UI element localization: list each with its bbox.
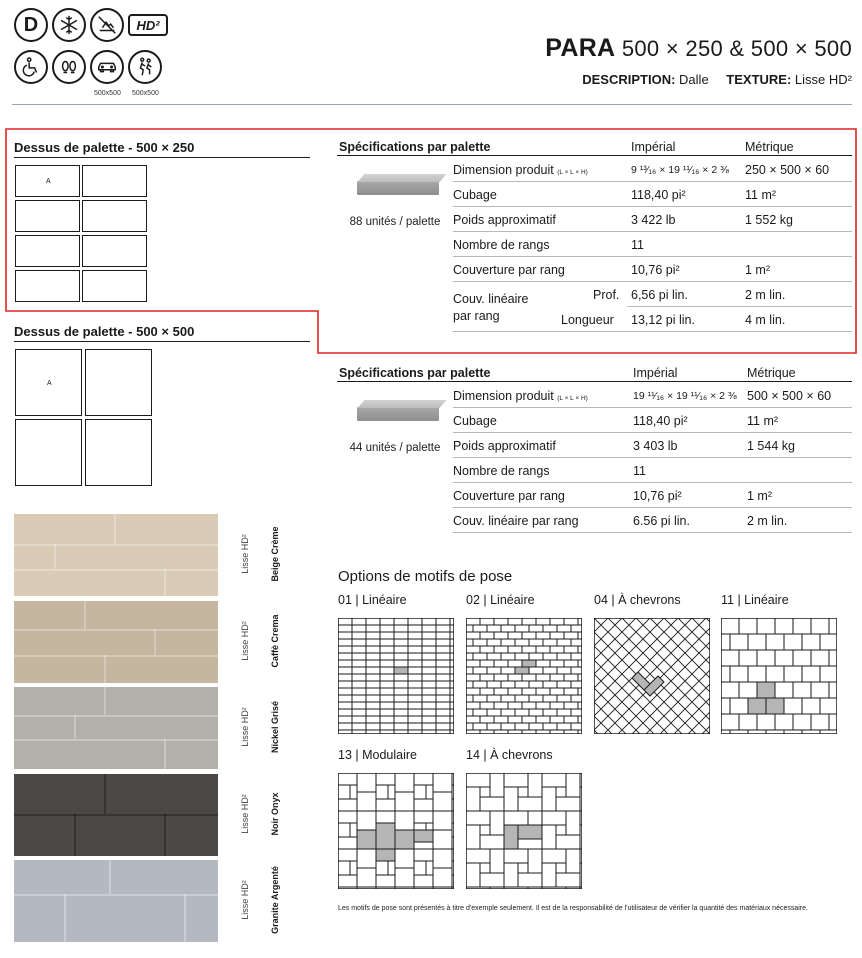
pattern-04-label: 04 | À chevrons [594, 593, 681, 607]
swatch-texture: Lisse HD² [240, 620, 250, 661]
spec2-cubage-imperial: 118,40 pi² [633, 414, 688, 428]
freeze-thaw-icon [52, 8, 86, 42]
spec2-header-metric: Métrique [747, 366, 796, 380]
swatch-label-3 [230, 687, 314, 767]
pattern-02-diagram [466, 618, 582, 734]
spec1-length-imperial: 13,12 pi lin. [631, 313, 695, 327]
icon-row-bottom [14, 50, 162, 84]
spec2-rows-imperial: 11 [633, 464, 646, 478]
spec2-linear-metric: 2 m lin. [747, 514, 788, 528]
hd2-badge-icon: HD² [128, 14, 168, 36]
spec1-depth-label: Prof. [593, 288, 620, 302]
swatch-2 [14, 601, 218, 683]
header-divider [12, 104, 852, 105]
swatch-label-1 [230, 514, 314, 594]
product-sizes: 500 × 250 & 500 × 500 [621, 36, 852, 61]
palette-500-title: Dessus de palette - 500 × 500 [14, 324, 195, 339]
wheelchair-icon [14, 50, 48, 84]
spec2-header-title: Spécifications par palette [339, 366, 491, 380]
spec1-linear-label-1: Couv. linéaire [453, 292, 529, 306]
d-letter-icon: D [14, 8, 48, 42]
palette-250-mark: A [46, 178, 51, 185]
swatch-color-name: Caffè Crema [270, 613, 280, 668]
spec1-header-metric: Métrique [745, 140, 794, 154]
swatch-3 [14, 687, 218, 769]
swatch-label-4 [230, 774, 314, 854]
spec1-coverage-imperial: 10,76 pi² [631, 263, 680, 277]
product-subtitle [582, 72, 852, 87]
spec2-row-linear: Couv. linéaire par rang [453, 514, 579, 528]
spec1-row-dimension: Dimension produit (L × L × H) [453, 163, 588, 177]
icon-caption-2: 500x500 [132, 90, 159, 97]
spec1-row-weight: Poids approximatif [453, 213, 556, 227]
swatch-label-5 [230, 860, 314, 940]
spec2-dimension-imperial: 19 ¹¹⁄₁₆ × 19 ¹¹⁄₁₆ × 2 ⅜ [633, 390, 737, 402]
patterns-disclaimer: Les motifs de pose sont présentés à titre d'exemple seulement. Il est de la responsabilité de l'utilisateur de vérifier la quantité des matériaux nécessaire. [338, 905, 808, 912]
swatch-color-name: Nickel Grisé [270, 700, 280, 754]
palette-250-title: Dessus de palette - 500 × 250 [14, 140, 195, 155]
spec1-length-label: Longueur [561, 313, 614, 327]
pattern-11-label: 11 | Linéaire [721, 593, 789, 607]
swatch-texture: Lisse HD² [240, 793, 250, 834]
spec2-coverage-metric: 1 m² [747, 489, 772, 503]
swatch-4 [14, 774, 218, 856]
spec1-cubage-imperial: 118,40 pi² [631, 188, 686, 202]
paver-image-250 [357, 181, 439, 195]
page-title [545, 34, 852, 63]
spec1-coverage-metric: 1 m² [745, 263, 770, 277]
spec1-linear-label-2: par rang [453, 309, 500, 323]
texture-value: Lisse HD² [794, 72, 852, 87]
spec2-row-dimension: Dimension produit (L × L × H) [453, 389, 588, 403]
spec2-row-cubage: Cubage [453, 414, 497, 428]
spec1-weight-metric: 1 552 kg [745, 213, 793, 227]
spec1-header-imperial: Impérial [631, 140, 676, 154]
spec1-units: 88 unités / palette [349, 216, 441, 228]
car-icon [90, 50, 124, 84]
spec-table-250 [337, 137, 852, 337]
pattern-13-diagram [338, 773, 454, 889]
no-salt-icon [90, 8, 124, 42]
patterns-title: Options de motifs de pose [338, 568, 513, 585]
pattern-11-diagram [721, 618, 837, 734]
spec1-weight-imperial: 3 422 lb [631, 213, 676, 227]
spec2-row-weight: Poids approximatif [453, 439, 556, 453]
spec1-rows-imperial: 11 [631, 238, 644, 252]
texture-label: TEXTURE: [726, 72, 792, 87]
spec-table-500 [337, 363, 852, 535]
swatch-texture: Lisse HD² [240, 880, 250, 920]
spec2-units: 44 unités / palette [349, 442, 441, 454]
spec1-header-title: Spécifications par palette [339, 140, 491, 154]
pattern-04-diagram [594, 618, 710, 734]
spec2-header-rule [337, 381, 852, 382]
walk-run-icon [128, 50, 162, 84]
pattern-01-diagram [338, 618, 454, 734]
spec1-depth-imperial: 6,56 pi lin. [631, 288, 688, 302]
spec2-dimension-metric: 500 × 500 × 60 [747, 389, 832, 403]
palette-500-mark: A [47, 380, 52, 387]
swatch-texture: Lisse HD² [240, 707, 250, 747]
pattern-14-diagram [466, 773, 582, 889]
product-name: PARA [545, 34, 616, 62]
pedestrian-icon [52, 50, 86, 84]
swatch-color-name: Beige Crème [270, 526, 280, 582]
icon-caption-1: 500x500 [94, 90, 121, 97]
spec2-cubage-metric: 11 m² [747, 414, 779, 428]
spec1-length-metric: 4 m lin. [745, 313, 786, 327]
spec1-row-rows: Nombre de rangs [453, 238, 550, 252]
swatch-5 [14, 860, 218, 942]
pattern-01-label: 01 | Linéaire [338, 593, 407, 607]
palette-250-rule [14, 157, 310, 158]
spec1-row-cubage: Cubage [453, 188, 497, 202]
pattern-02-label: 02 | Linéaire [466, 593, 535, 607]
pattern-14-label: 14 | À chevrons [466, 748, 553, 762]
spec2-row-coverage: Couverture par rang [453, 489, 565, 503]
spec2-coverage-imperial: 10,76 pi² [633, 489, 682, 503]
description-value: Dalle [679, 72, 709, 87]
swatch-color-name: Granite Argenté [270, 866, 280, 934]
swatch-color-name: Noir Onyx [270, 791, 280, 836]
spec2-linear-imperial: 6.56 pi lin. [633, 514, 690, 528]
spec1-dimension-imperial: 9 ¹³⁄₁₆ × 19 ¹¹⁄₁₆ × 2 ⅜ [631, 164, 729, 176]
spec2-header-imperial: Impérial [633, 366, 678, 380]
spec2-weight-imperial: 3 403 lb [633, 439, 678, 453]
icon-row-top [14, 8, 168, 42]
spec1-depth-metric: 2 m lin. [745, 288, 786, 302]
spec1-row-coverage: Couverture par rang [453, 263, 565, 277]
spec2-row-rows: Nombre de rangs [453, 464, 550, 478]
spec1-cubage-metric: 11 m² [745, 188, 777, 202]
paver-image-500 [357, 407, 439, 421]
palette-500-rule [14, 341, 310, 342]
spec1-dimension-metric: 250 × 500 × 60 [745, 163, 830, 177]
swatch-label-2 [230, 601, 314, 681]
description-label: DESCRIPTION: [582, 72, 676, 87]
swatch-1 [14, 514, 218, 596]
swatch-texture: Lisse HD² [240, 534, 250, 574]
spec1-header-rule [337, 155, 852, 156]
pattern-13-label: 13 | Modulaire [338, 748, 417, 762]
spec2-weight-metric: 1 544 kg [747, 439, 795, 453]
